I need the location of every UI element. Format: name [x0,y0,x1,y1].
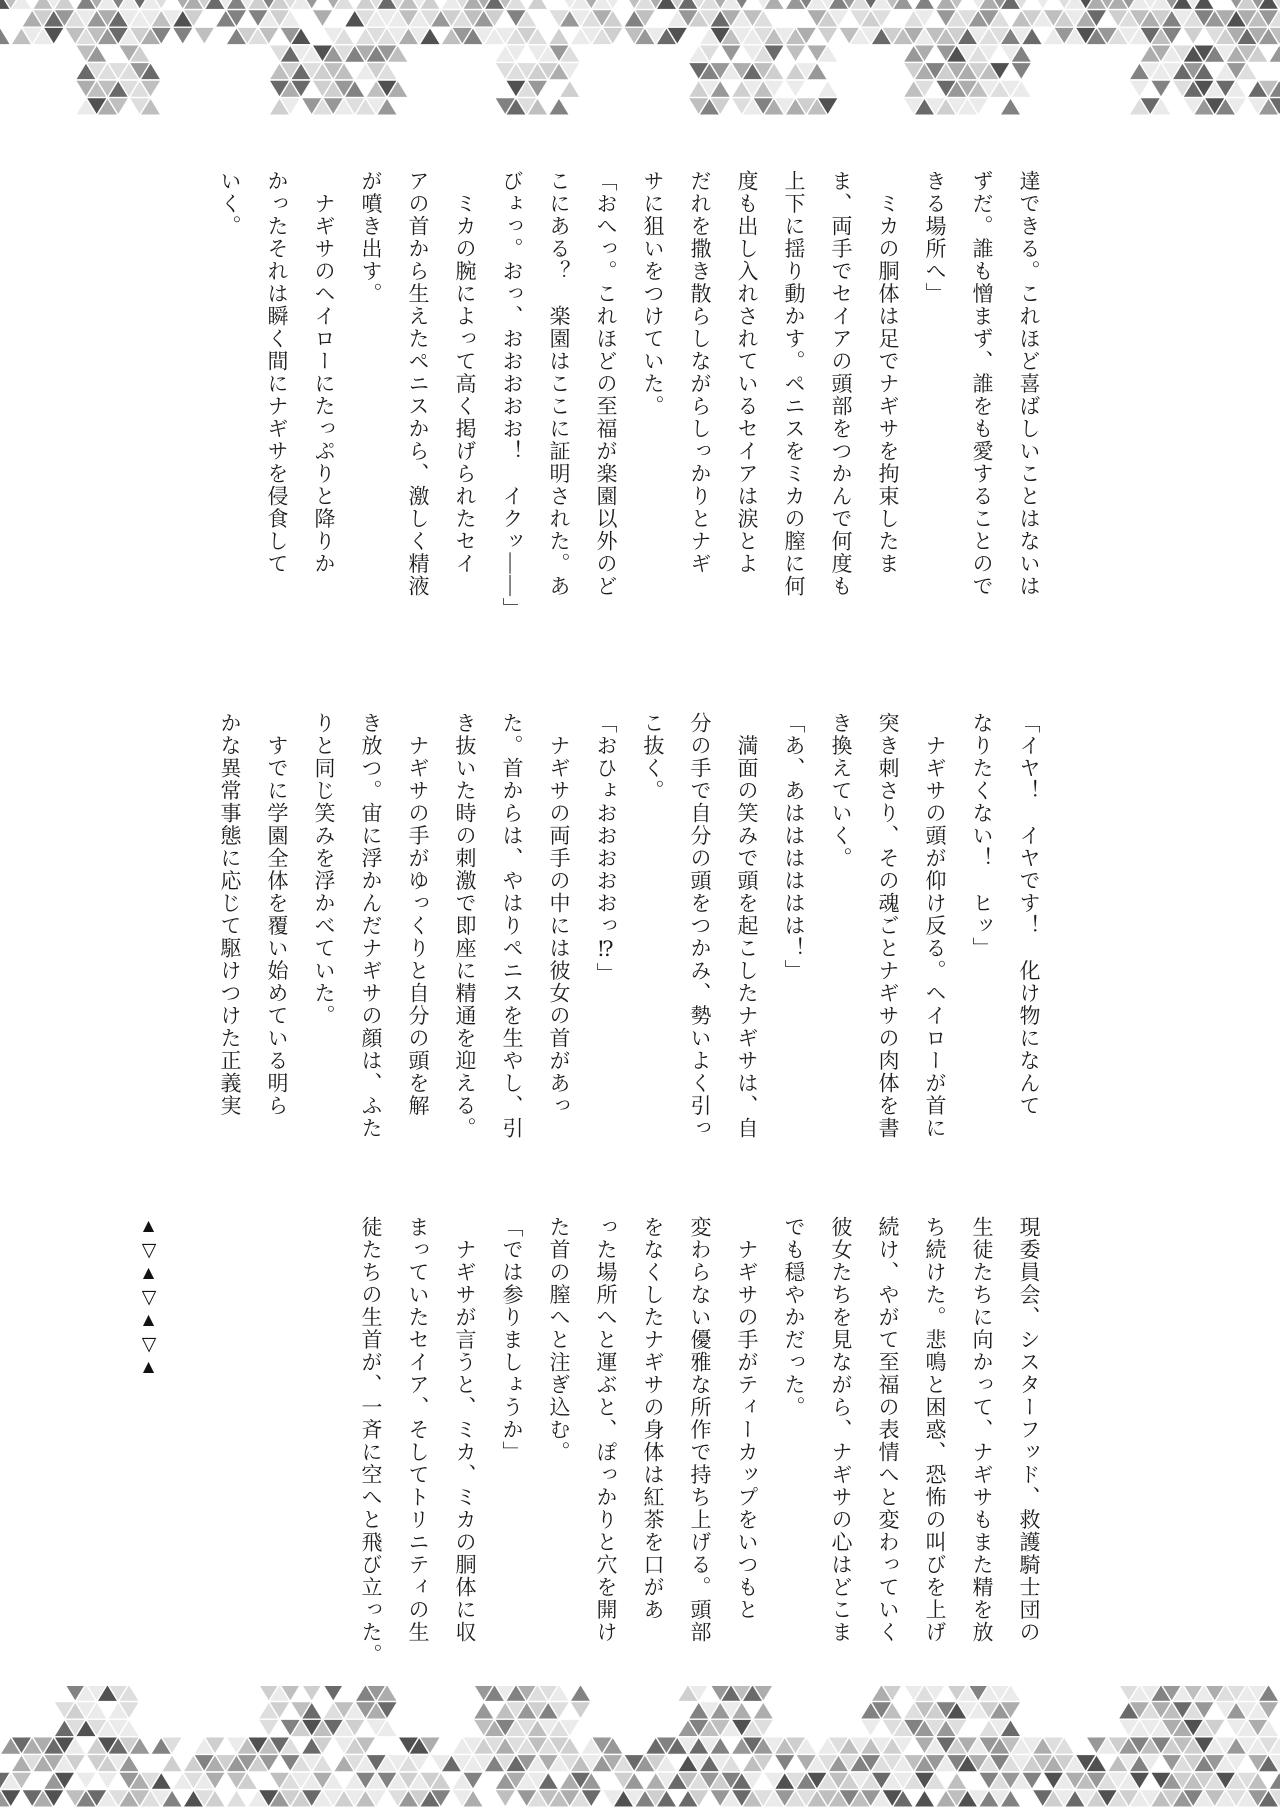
text-line: いく。 [218,170,242,238]
text-line: ナギサの両手の中には彼女の首があっ [547,712,571,1117]
text-line: サに狙いをつけていた。 [641,170,665,418]
text-line: ナギサが言うと、ミカ、ミカの胴体に収 [453,1216,477,1644]
text-line: 彼女たちを見ながら、ナギサの心はどこま [829,1216,853,1644]
text-line: 「あ、あはははははは！」 [782,712,806,982]
text-line: 達できる。これほど喜ばしいことはないは [1017,170,1041,598]
text-line: ナギサの頭が仰け反る。ヘイローが首に [923,712,947,1140]
text-block-3 [125,1216,1052,1666]
text-line: 「おへっ。これほどの至福が楽園以外のど [594,170,618,598]
text-line: 徒たちの生首が、一斉に空へと飛び立った。 [359,1216,383,1666]
text-line: こ抜く。 [641,712,665,802]
text-line: 突き刺さり、その魂ごとナギサの肉体を書 [876,712,900,1140]
text-line: ミカの胴体は足でナギサを拘束したま [876,170,900,575]
text-block-1 [206,170,1052,620]
text-line: 続け、やがて至福の表情へと変わっていく [876,1216,900,1644]
text-line: ナギサの手がティーカップをいつもと [735,1216,759,1621]
text-line: ずだ。誰も憎まず、誰をも愛することので [970,170,994,598]
text-line: った場所へと運ぶと、ぽっかりと穴を開け [594,1216,618,1644]
text-line: でも穏やかだった。 [782,1216,806,1419]
text-line: き換えていく。 [829,712,853,870]
text-line: 現委員会、シスターフッド、救護騎士団の [1017,1216,1041,1644]
text-line: き放つ。宙に浮かんだナギサの顔は、ふた [359,712,383,1140]
text-line: 生徒たちに向かって、ナギサもまた精を放 [970,1216,994,1644]
text-line: 「では参りましょうか」 [500,1216,524,1464]
text-line: きる場所へ」 [923,170,947,305]
text-line: びょっ。おっ、おおおおお！ イクッ――」 [500,170,524,620]
text-line: 「おひょおおおおおっ⁉」 [594,712,618,985]
text-line: ナギサのヘイローにたっぷりと降りか [312,170,336,575]
text-line: をなくしたナギサの身体は紅茶を口があ [641,1216,665,1621]
text-line: かったそれは瞬く間にナギサを侵食して [265,170,289,575]
text-line: アの首から生えたペニスから、激しく精液 [406,170,430,598]
text-line: ち続けた。悲鳴と困惑、恐怖の叫びを上げ [923,1216,947,1644]
text-line: だれを撒き散らしながらしっかりとナギ [688,170,712,575]
text-line: なりたくない！ ヒッ」 [970,712,994,960]
text-line: が噴き出す。 [359,170,383,305]
text-line: 変わらない優雅な所作で持ち上げる。頭部 [688,1216,712,1644]
text-line: 満面の笑みで頭を起こしたナギサは、自 [735,712,759,1140]
triangle-band-bottom [0,1686,1280,1808]
section-separator: ▲▽▲▽▲▽▲ [138,1216,159,1380]
text-line: 「イヤ！ イヤです！ 化け物になんて [1017,712,1041,1117]
text-line: 上下に揺り動かす。ペニスをミカの膣に何 [782,170,806,598]
text-line: かな異常事態に応じて駆けつけた正義実 [218,712,242,1117]
text-line: た首の膣へと注ぎ込む。 [547,1216,571,1464]
text-line: まっていたセイア、そしてトリニティの生 [406,1216,430,1644]
text-line: き抜いた時の刺激で即座に精通を迎える。 [453,712,477,1140]
text-line: すでに学園全体を覆い始めている明ら [265,712,289,1117]
text-line: こにある？ 楽園はここに証明された。あ [547,170,571,598]
text-line: りと同じ笑みを浮かべていた。 [312,712,336,1027]
text-line: 度も出し入れされているセイアは涙とよ [735,170,759,575]
text-line: 分の手で自分の頭をつかみ、勢いよく引っ [688,712,712,1140]
text-line: ナギサの手がゆっくりと自分の頭を解 [406,712,430,1117]
text-line: ま、両手でセイアの頭部をつかんで何度も [829,170,853,598]
text-line: ミカの腕によって高く掲げられたセイ [453,170,477,575]
text-line: た。首からは、やはりペニスを生やし、引 [500,712,524,1140]
text-block-2 [206,712,1052,1144]
triangle-band-top [0,0,1280,118]
